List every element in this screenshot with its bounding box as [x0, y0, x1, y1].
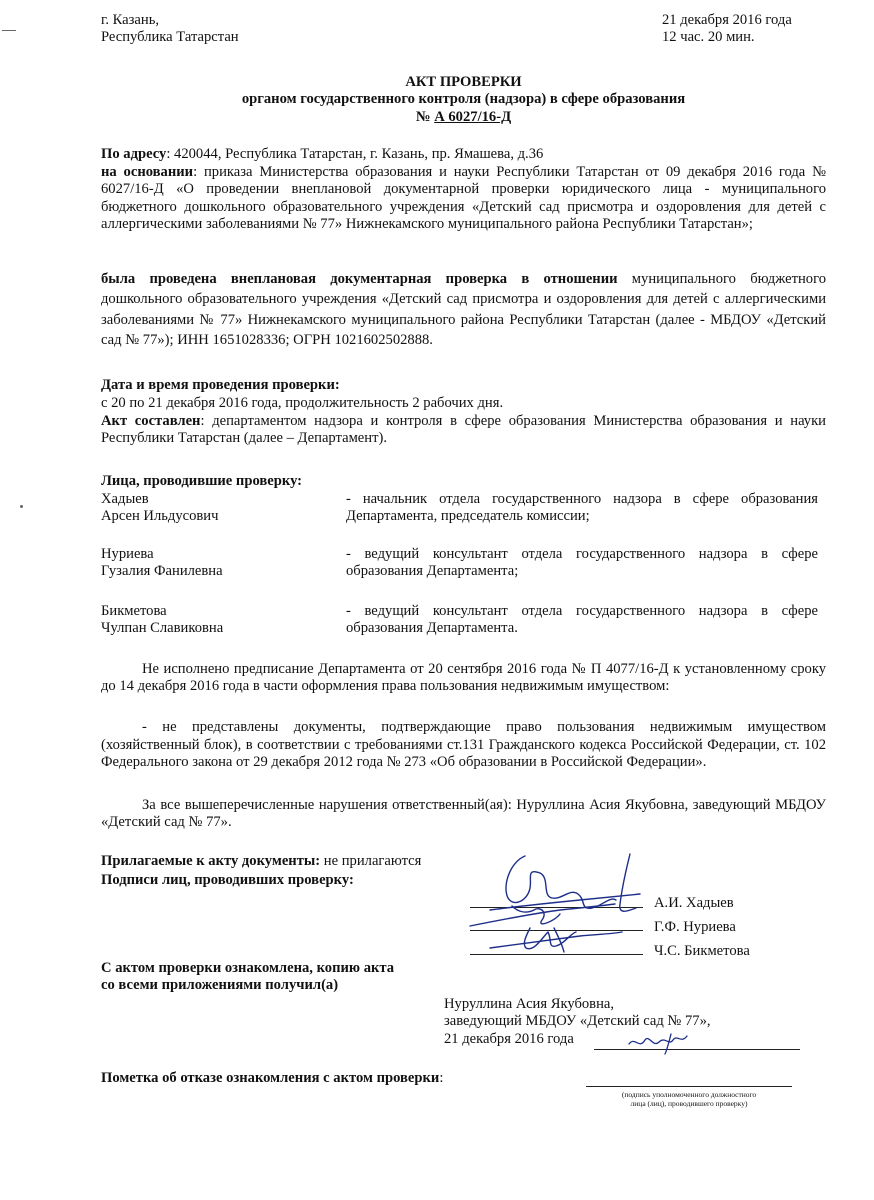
ack-person-position: заведующий МБДОУ «Детский сад № 77»,: [444, 1013, 711, 1030]
refusal-line: [101, 1070, 443, 1087]
datetime-value: с 20 по 21 декабря 2016 года, продолжительность 2 рабочих дня.: [101, 395, 504, 411]
scan-mark: [2, 30, 16, 31]
address-label: По адресу: [101, 146, 167, 162]
header-date: 21 декабря 2016 года: [662, 12, 792, 28]
inspector-1-role: - начальник отдела государственного надзора в сфере образования Департамента, председатель комиссии;: [346, 491, 818, 525]
ack-date: 21 декабря 2016 года: [444, 1030, 574, 1047]
finding-paragraph-1: Не исполнено предписание Департамента от 20 сентября 2016 года № П 4077/16-Д к установленному сроку до 14 декабря 2016 года в части оформления права пользования недвижимым имуществом:: [101, 661, 826, 695]
header-time: 12 час. 20 мин.: [662, 29, 755, 46]
title-line1: АКТ ПРОВЕРКИ: [405, 74, 522, 90]
inspectors-heading: Лица, проводившие проверку:: [101, 473, 303, 489]
document-title: [101, 74, 826, 126]
inspector-2-name: Нуриева Гузалия Фанилевна: [101, 546, 223, 580]
inspection-paragraph: [101, 269, 826, 351]
header-city: г. Казань,: [101, 12, 160, 28]
basis-paragraph: [101, 164, 826, 234]
inspector-2-role: - ведущий консультант отдела государственного надзора в сфере образования Департамента;: [346, 546, 818, 580]
refusal-label: Пометка об отказе ознакомления с актом проверки: [101, 1070, 440, 1086]
signatures-label: Подписи лиц, проводивших проверку:: [101, 872, 354, 888]
attachments-label: Прилагаемые к акту документы:: [101, 853, 321, 869]
drawn-label: Акт составлен: [101, 413, 201, 429]
refusal-colon: :: [439, 1070, 444, 1086]
header-region: Республика Татарстан: [101, 29, 239, 46]
datetime-label: Дата и время проведения проверки:: [101, 377, 340, 393]
signatory-name-2: Г.Ф. Нуриева: [654, 919, 736, 935]
title-number: № А 6027/16-Д: [415, 108, 512, 125]
finding-paragraph-3: За все вышеперечисленные нарушения ответственный(ая): Нуруллина Асия Якубовна, заведующий МБДОУ «Детский сад № 77».: [101, 797, 826, 831]
header-location: [101, 12, 239, 47]
acknowledgement-label: С актом проверки ознакомлена, копию акта со всеми приложениями получил(а): [101, 960, 395, 994]
header-datetime: [662, 12, 792, 47]
signatory-names: [654, 891, 750, 963]
attachments-value: не прилагаются: [320, 853, 422, 869]
signatory-name-1: А.И. Хадыев: [654, 895, 734, 911]
drawn-paragraph: [101, 413, 826, 448]
inspector-3-name: Бикметова Чулпан Славиковна: [101, 603, 224, 637]
scan-dot: [20, 505, 23, 508]
inspection-label: была проведена внеплановая документарная проверка в отношении: [101, 271, 618, 287]
address-line: [101, 146, 826, 163]
finding-paragraph-2: - не представлены документы, подтверждающие право пользования недвижимым имуществом (хозяйственный блок), в соответствии с требованиями ст.131 Гражданского кодекса Российской Федерации, ст. 102 Федерального закона от 29 декабря 2012 года № 273 «Об образовании в Российской Федерации».: [101, 719, 826, 771]
refusal-signature-line: [586, 1086, 792, 1087]
address-value: : 420044, Республика Татарстан, г. Казань, пр. Ямашева, д.36: [166, 146, 544, 162]
inspector-1-name: Хадыев Арсен Ильдусович: [101, 491, 219, 525]
basis-value: : приказа Министерства образования и науки Республики Татарстан от 09 декабря 2016 года № 6027/16-Д «О проведении внеплановой документарной проверки юридического лица - муниципального бюджетного дошкольного образовательного учреждения «Детский сад присмотра и оздоровления для детей с аллергическими заболеваниями № 77» Нижнекамского муниципального района Республики Татарстан»;: [101, 164, 827, 233]
basis-label: на основании: [101, 164, 194, 180]
inspection-value: муниципального бюджетного дошкольного образовательного учреждения «Детский сад присмотра и оздоровления для детей с аллергическими заболеваниями № 77» Нижнекамского муниципального района Республики Татарстан (далее - МБДОУ «Детский сад № 77»); ИНН 1651028336; ОГРН 1021602502888.: [101, 271, 827, 349]
ack-signature-graphic: [625, 1030, 695, 1055]
inspector-signatures-graphic: [430, 848, 660, 963]
inspector-3-role: - ведущий консультант отдела государственного надзора в сфере образования Департамента.: [346, 603, 818, 637]
title-line2: органом государственного контроля (надзора) в сфере образования: [241, 91, 686, 108]
act-number: А 6027/16-Д: [434, 108, 512, 125]
drawn-value: : департаментом надзора и контроля в сфере образования Министерства образования и науки Республики Татарстан (далее – Департамент).: [101, 413, 826, 447]
ack-person-name: Нуруллина Асия Якубовна,: [444, 996, 615, 1012]
refusal-caption: (подпись уполномоченного должностного лица (лиц), проводившего проверку): [621, 1090, 757, 1108]
signatory-name-3: Ч.С. Бикметова: [654, 943, 750, 959]
